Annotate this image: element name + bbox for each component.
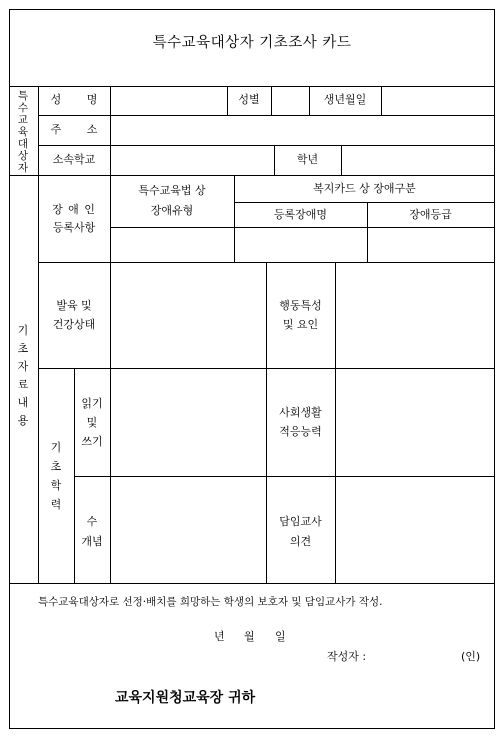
- rule-birth-right: [381, 86, 382, 116]
- rule-grade-right: [341, 145, 342, 176]
- rule-gender-right: [271, 86, 272, 116]
- writer-field[interactable]: [380, 647, 455, 665]
- label-registered-name: 등록장애명: [273, 208, 328, 221]
- label-sped-type-line2: 장애유형: [150, 204, 194, 217]
- gender-field[interactable]: [274, 88, 307, 114]
- sped-type-field[interactable]: [113, 230, 231, 260]
- label-reading-line1: 읽기: [81, 397, 103, 410]
- label-disability-grade: 장애등급: [409, 208, 452, 221]
- label-teacher-line1: 담임교사: [279, 515, 322, 528]
- registered-name-field[interactable]: [237, 230, 364, 260]
- label-behavior-line1: 행동특성: [279, 299, 322, 312]
- footer-day: 일: [275, 630, 286, 643]
- rule-student-bottom: [9, 175, 495, 176]
- disability-grade-field[interactable]: [370, 230, 492, 260]
- frame-top: [9, 9, 495, 10]
- section-student-label: 특수교육대상자: [17, 90, 29, 174]
- label-development-line1: 발육 및: [56, 299, 92, 312]
- label-basic-academic: 기초학력: [50, 441, 62, 511]
- name-field[interactable]: [113, 88, 223, 114]
- rule-row2: [38, 145, 495, 146]
- footer-month: 월: [244, 630, 255, 643]
- label-reading-line3: 쓰기: [81, 435, 103, 448]
- label-welfare-header: 복지카드 상 장애구분: [313, 182, 416, 195]
- grade-field[interactable]: [344, 148, 492, 174]
- rule-welfare-sub: [234, 202, 495, 203]
- footer-statement: 특수교육대상자로 선정·배치를 희망하는 학생의 보호자 및 담임교사가 작성.: [38, 596, 383, 608]
- rule-title-bottom: [9, 86, 495, 87]
- footer-seal: (인): [461, 650, 481, 663]
- rule-right-label-right: [335, 262, 336, 584]
- frame-left: [9, 9, 10, 729]
- label-behavior-line2: 및 요인: [282, 318, 319, 331]
- rule-basic-bottom: [9, 583, 495, 584]
- label-address: 주 소: [50, 123, 98, 136]
- label-birthdate: 생년월일: [323, 93, 367, 106]
- rule-name-label: [110, 86, 111, 176]
- rule-reading-bottom: [74, 476, 495, 477]
- rule-row1: [38, 115, 495, 116]
- section-basic-label: 기초자료내용: [17, 324, 29, 427]
- address-field[interactable]: [113, 118, 491, 144]
- rule-disability-label: [110, 175, 111, 584]
- label-name: 성 명: [50, 93, 98, 106]
- birthdate-field[interactable]: [384, 88, 492, 114]
- frame-right: [494, 9, 495, 729]
- label-reading-line2: 및: [86, 416, 98, 429]
- label-social-line1: 사회생활: [279, 406, 322, 419]
- page-title: 특수교육대상자 기초조사 카드: [152, 35, 352, 51]
- label-development-line2: 건강상태: [52, 318, 96, 331]
- label-disability-line1: 장 애 인: [52, 203, 96, 216]
- label-teacher-line2: 의견: [289, 535, 312, 548]
- label-social-line2: 적응능력: [279, 425, 322, 438]
- label-math-line2: 개념: [81, 535, 103, 548]
- label-grade: 학년: [296, 153, 319, 166]
- label-gender: 성별: [238, 93, 260, 106]
- label-school: 소속학교: [52, 153, 96, 166]
- frame-bottom: [9, 728, 495, 729]
- label-disability-line2: 등록사항: [52, 221, 96, 234]
- label-math-line1: 수: [86, 515, 98, 528]
- rule-disability-values: [110, 227, 495, 228]
- footer-recipient: 교육지원청교육장 귀하: [115, 690, 256, 706]
- label-sped-type-line1: 특수교육법 상: [138, 184, 206, 197]
- footer-year: 년: [214, 630, 225, 643]
- footer-writer-label: 작성자 :: [327, 650, 367, 663]
- school-field[interactable]: [113, 148, 271, 174]
